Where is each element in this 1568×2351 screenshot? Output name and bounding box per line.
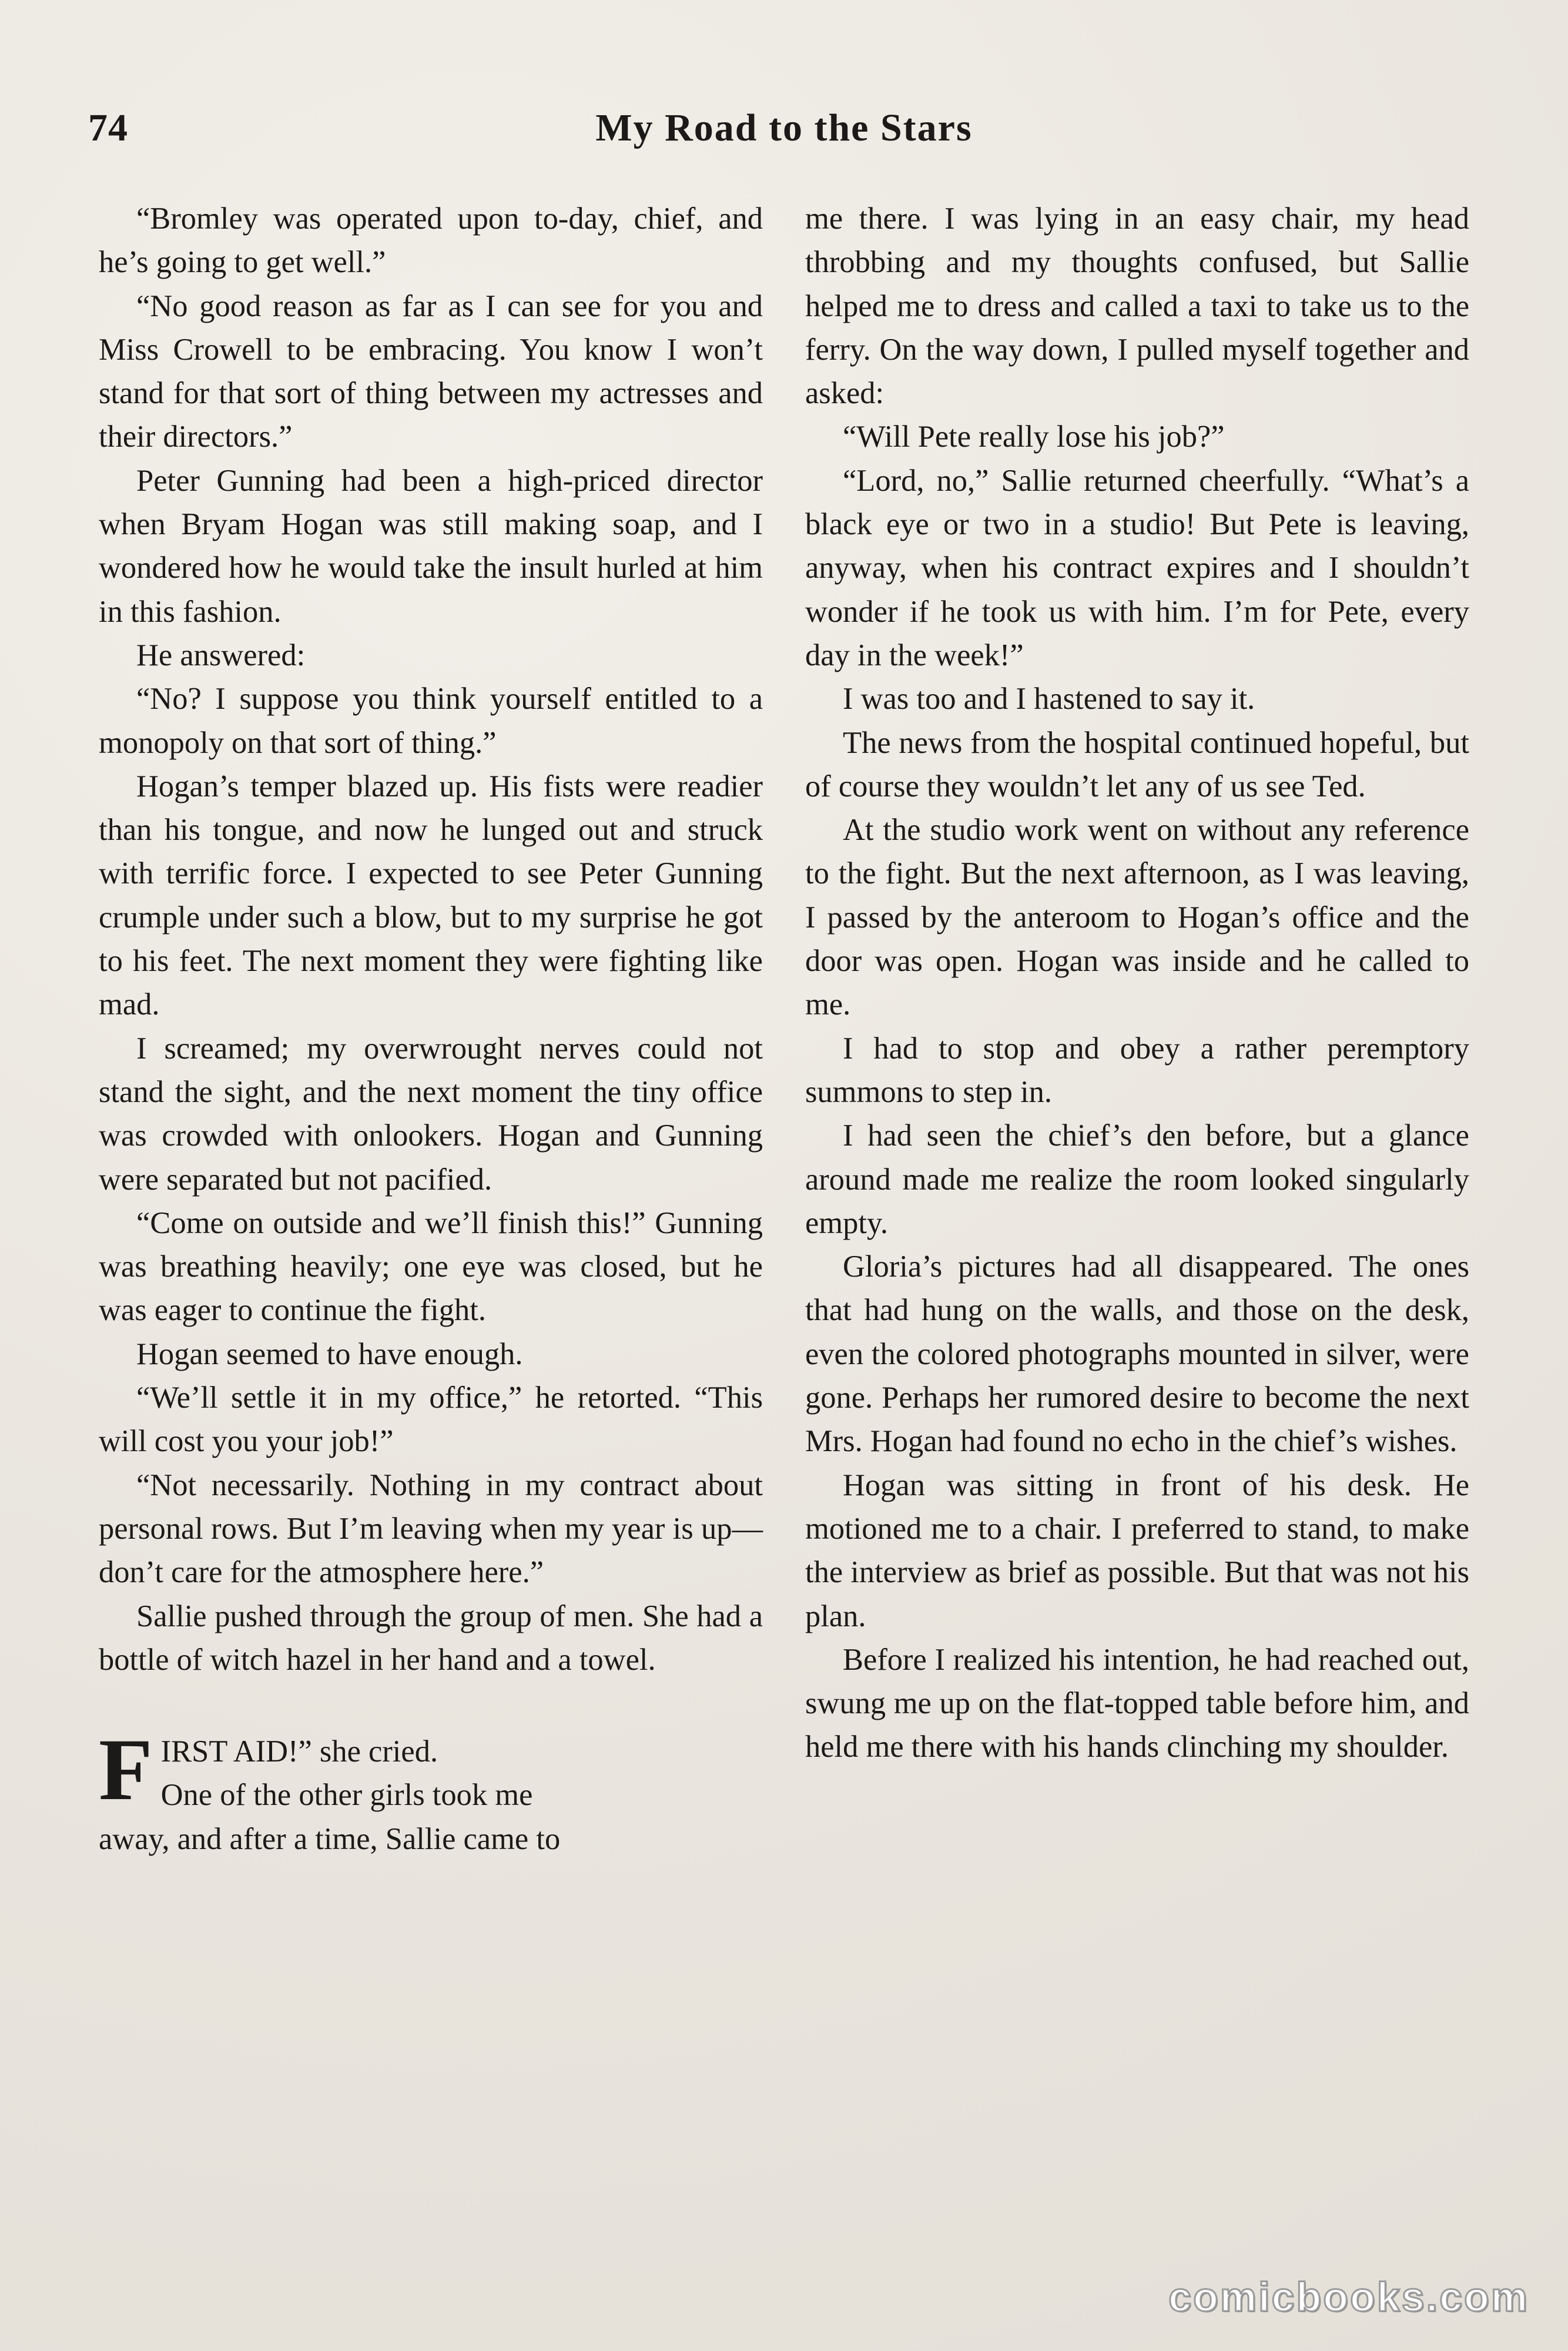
paragraph: I was too and I hastened to say it. <box>843 682 1255 716</box>
section-second-line: One of the other girls took me <box>160 1778 533 1813</box>
paragraph: “No good reason as far as I can see for you and Miss Crowell to be embracing. You know I won’t stand for that sort of thing between my actresses and their directors.” <box>99 289 763 454</box>
paragraph: “Come on outside and we’ll finish this!” Gunning was breathing heavily; one eye was closed, but he was eager to continue the fight. <box>99 1205 763 1328</box>
paragraph: “Bromley was operated upon to-day, chief, and he’s going to get well.” <box>99 202 763 280</box>
paragraph: “No? I suppose you think yourself entitled to a monopoly on that sort of thing.” <box>99 682 763 760</box>
section-rest-line: away, and after a time, Sallie came to <box>99 1821 561 1856</box>
paragraph: I had seen the chief’s den before, but a glance around made me realize the room looked singularly empty. <box>805 1118 1469 1240</box>
paragraph: The news from the hospital continued hopeful, but of course they wouldn’t let any of us see Ted. <box>805 725 1469 803</box>
section-first-line: IRST AID!” she cried. <box>160 1734 438 1769</box>
paragraph: Peter Gunning had been a high-priced director when Bryam Hogan was still making soap, and I wondered how he would take the insult hurled at him in this fashion. <box>99 463 763 629</box>
paragraph: “We’ll settle it in my office,” he retorted. “This will cost you your job!” <box>99 1381 763 1459</box>
text-columns <box>99 197 1469 2195</box>
drop-cap: F <box>99 1721 153 1819</box>
paragraph: Hogan seemed to have enough. <box>136 1337 523 1371</box>
paragraph-continuation: me there. I was lying in an easy chair, my head throbbing and my thoughts confused, but Sallie helped me to dress and called a taxi to take us to the ferry. On the way down, I pulled myself together and asked: <box>805 202 1469 411</box>
page-number: 74 <box>88 106 128 149</box>
paragraph: Gloria’s pictures had all disappeared. The ones that had hung on the walls, and those on the desk, even the colored photographs mounted in silver, were gone. Perhaps her rumored desire to become the next Mrs. Hogan had found no echo in the chief’s wishes. <box>805 1250 1469 1459</box>
right-column <box>805 197 1469 2195</box>
paragraph: Sallie pushed through the group of men. She had a bottle of witch hazel in her hand and a towel. <box>99 1599 763 1677</box>
paragraph: I had to stop and obey a rather peremptory summons to step in. <box>805 1031 1469 1109</box>
paragraph: Hogan’s temper blazed up. His fists were readier than his tongue, and now he lunged out and struck with terrific force. I expected to see Peter Gunning crumple under such a blow, but to my surprise he got to his feet. The next moment they were fighting like mad. <box>99 769 763 1022</box>
paragraph: “Not necessarily. Nothing in my contract about personal rows. But I’m leaving when my year is up—don’t care for the atmosphere here.” <box>99 1468 763 1590</box>
section-start <box>99 1721 763 1861</box>
page-header <box>88 106 1480 170</box>
paragraph: “Will Pete really lose his job?” <box>843 420 1225 454</box>
paragraph: At the studio work went on without any reference to the fight. But the next afternoon, as I was leaving, I passed by the anteroom to Hogan’s office and the door was open. Hogan was inside and he called to me. <box>805 813 1469 1022</box>
paragraph: He answered: <box>136 638 306 672</box>
paragraph: Hogan was sitting in front of his desk. He motioned me to a chair. I preferred to stand, to make the interview as brief as possible. But that was not his plan. <box>805 1468 1470 1633</box>
paragraph: I screamed; my overwrought nerves could not stand the sight, and the next moment the tiny office was crowded with onlookers. Hogan and Gunning were separated but not pacified. <box>99 1031 763 1197</box>
running-title: My Road to the Stars <box>595 106 973 149</box>
paragraph: Before I realized his intention, he had reached out, swung me up on the flat-topped table before him, and held me there with his hands clinching my shoulder. <box>805 1642 1469 1764</box>
site-watermark: comicbooks.com <box>1168 2274 1529 2320</box>
paragraph: “Lord, no,” Sallie returned cheerfully. “What’s a black eye or two in a studio! But Pete is leaving, anyway, when his contract expires and I shouldn’t wonder if he took us with him. I’m for Pete, every day in the week!” <box>805 463 1469 672</box>
left-column <box>99 197 763 2195</box>
